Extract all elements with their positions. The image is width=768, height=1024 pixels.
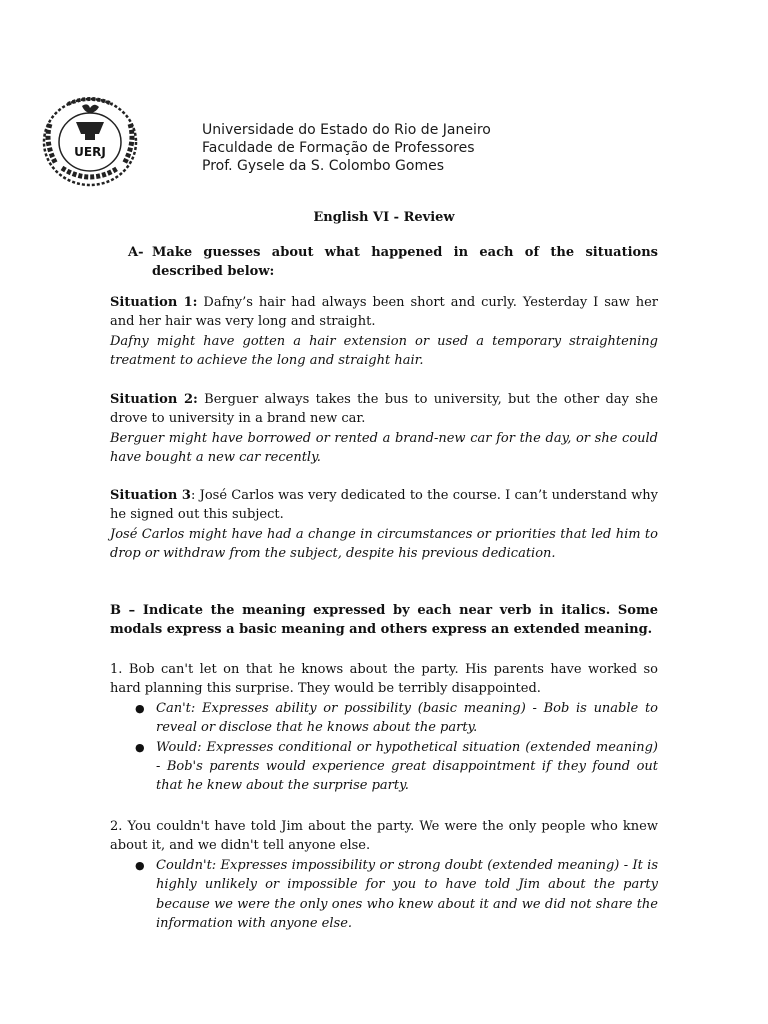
professor-name: Prof. Gysele da S. Colombo Gomes [202,158,445,174]
situation-text: Berguer always takes the bus to university, but the other day she drove to university in a brand new car. [110,392,658,427]
section-a-heading [128,243,658,281]
situation-answer: Dafny might have gotten a hair extension or used a temporary straightening treatment to achieve the long and straight hair. [110,333,658,369]
faculty-name: Faculdade de Formação de Professores [202,140,475,156]
bullet-item [135,699,658,738]
exercise-item-2 [110,817,658,933]
section-a-text: Make guesses about what happened in each of the situations described below: [152,245,658,279]
situation-text: Dafny’s hair had always been short and curly. Yesterday I saw her and her hair was very long and straight. [110,295,658,330]
exercise-item-1 [110,660,658,796]
section-a-label: A- [128,245,144,260]
bullet-text: Would: Expresses conditional or hypothetical situation (extended meaning) - Bob's parents would experience great disappointment if they found out that he knew about the surprise party. [156,739,658,794]
bullet-icon: ● [135,740,145,754]
university-name: Universidade do Estado do Rio de Janeiro [202,122,491,138]
situation-text: : José Carlos was very dedicated to the course. I can’t understand why he signed out this subject. [110,488,659,523]
bullet-item [135,856,658,934]
situation-label: Situation 1: [110,295,198,310]
situation-3 [110,486,658,564]
bullet-item [135,738,658,796]
section-b-heading: B – Indicate the meaning expressed by each near verb in italics. Some modals express a basic meaning and others express an extended meaning. [110,603,658,638]
situation-1 [110,293,658,371]
situation-answer: José Carlos might have had a change in circumstances or priorities that led him to drop or withdraw from the subject, despite his previous dedication. [110,526,658,562]
university-seal-logo [38,94,142,190]
situation-label: Situation 3 [110,488,191,503]
bullet-icon: ● [135,701,145,715]
item-text: 1. Bob can't let on that he knows about the party. His parents have worked so hard planning this surprise. They would be terribly disappointed. [110,662,658,697]
svg-text:UERJ: UERJ [74,145,106,159]
item-text: 2. You couldn't have told Jim about the party. We were the only people who knew about it, and we didn't tell anyone else. [110,819,658,854]
situation-answer: Berguer might have borrowed or rented a brand-new car for the day, or she could have bought a new car recently. [110,430,658,466]
document-title: English VI - Review [313,210,455,225]
bullet-text: Can't: Expresses ability or possibility (basic meaning) - Bob is unable to reveal or disclose that he knows about the party. [156,700,658,736]
situation-2 [110,390,658,468]
bullet-text: Couldn't: Expresses impossibility or strong doubt (extended meaning) - It is highly unlikely or impossible for you to have told Jim about the party because we were the only ones who knew about it and we did not share the information with anyone else. [156,857,658,932]
item-bullets [110,699,658,796]
situation-label: Situation 2: [110,392,198,407]
bullet-icon: ● [135,858,145,872]
item-bullets [110,856,658,934]
institution-header [202,121,491,175]
